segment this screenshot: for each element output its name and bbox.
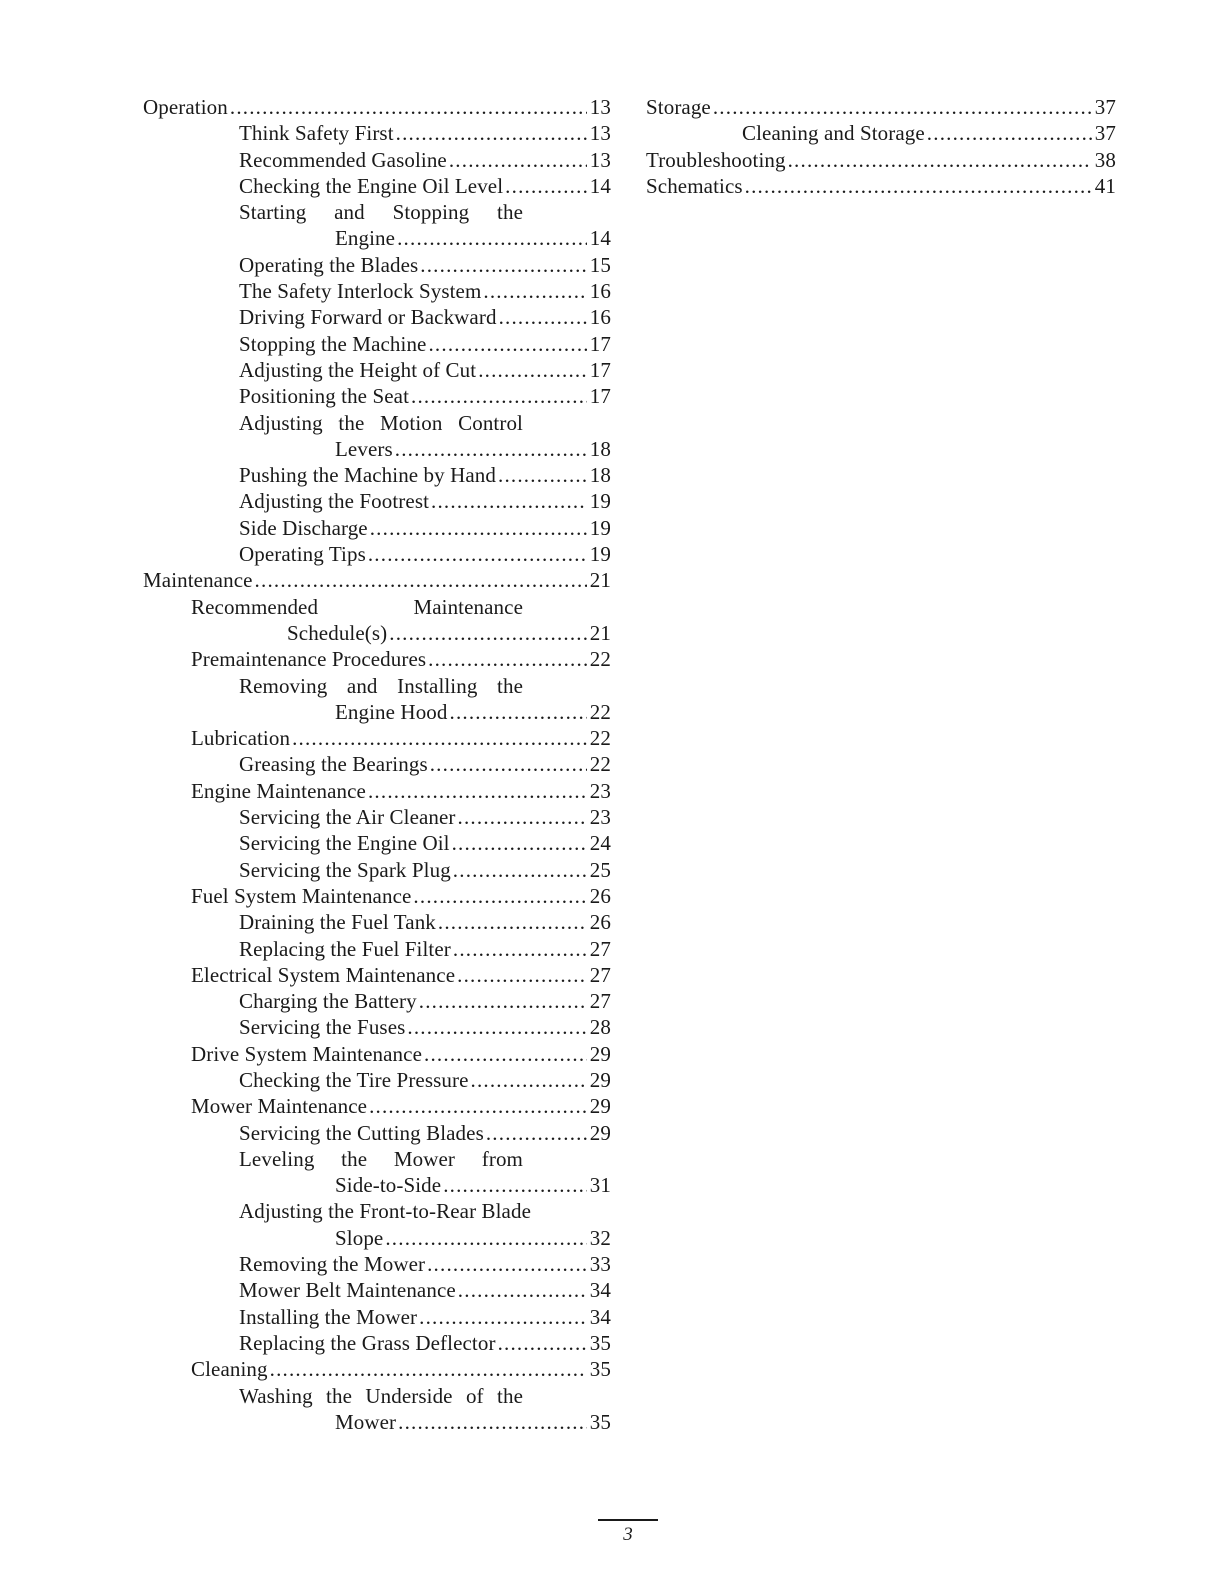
toc-entry-page: 16 [589, 305, 611, 330]
leader-dots [398, 1409, 587, 1435]
toc-entry-label: Installing the Mower [239, 1304, 418, 1329]
toc-entry-label: Engine [335, 226, 396, 251]
toc-entry[interactable] [143, 909, 611, 935]
toc-entry-page: 35 [589, 1357, 611, 1382]
toc-entry-label: Side Discharge [239, 515, 368, 540]
toc-entry-page: 22 [589, 752, 611, 777]
toc-entry-label: Replacing the Grass Deflector [239, 1330, 496, 1355]
toc-entry-page: 17 [589, 331, 611, 356]
toc-entry-page: 29 [589, 1067, 611, 1092]
toc-entry-label: Think Safety First [239, 121, 394, 146]
toc-entry-page: 22 [589, 647, 611, 672]
toc-entry-label: Maintenance [143, 568, 253, 593]
toc-entry-page: 35 [589, 1409, 611, 1434]
toc-entry[interactable] [143, 1198, 611, 1224]
leader-dots [713, 94, 1092, 120]
toc-entry-label: Adjusting the Height of Cut [239, 357, 477, 382]
toc-entry-page: 14 [589, 226, 611, 251]
toc-entry-label: Storage [646, 95, 711, 119]
toc-entry-label: Premaintenance Procedures [191, 647, 427, 672]
toc-entry[interactable] [143, 383, 611, 409]
toc-entry-page: 18 [589, 463, 611, 488]
toc-entry-label: Operating Tips [239, 542, 366, 567]
leader-dots [498, 462, 587, 488]
toc-entry-label: Removing the Mower [239, 1252, 426, 1277]
toc-left-column [143, 94, 611, 1435]
toc-entry-page: 32 [589, 1225, 611, 1250]
leader-dots [443, 1172, 587, 1198]
toc-entry-page: 29 [589, 1094, 611, 1119]
toc-entry[interactable] [143, 488, 611, 514]
toc-entry-label: Slope [335, 1225, 384, 1250]
leader-dots [385, 1225, 587, 1251]
toc-entry-page: 19 [589, 542, 611, 567]
toc-entry-page: 24 [589, 831, 611, 856]
toc-entry-label: Adjusting the Front-to-Rear Blade [239, 1199, 531, 1224]
footer-rule [598, 1519, 658, 1521]
toc-entry[interactable] [143, 1093, 611, 1119]
toc-entry-label: Operation [143, 95, 228, 119]
leader-dots [431, 488, 587, 514]
toc-entry-label: Drive System Maintenance [191, 1041, 423, 1066]
toc-entry-label: Electrical System Maintenance [191, 962, 456, 987]
toc-entry[interactable] [143, 410, 611, 436]
toc-entry-label: Replacing the Fuel Filter [239, 936, 451, 961]
toc-entry-label: Levers [335, 436, 393, 461]
toc-entry-page: 13 [589, 147, 611, 172]
toc-entry-page: 26 [589, 910, 611, 935]
toc-entry[interactable] [143, 94, 611, 120]
toc-entry[interactable] [143, 778, 611, 804]
toc-entry[interactable] [143, 804, 611, 830]
toc-entry-page: 19 [589, 515, 611, 540]
toc-entry-page: 14 [589, 173, 611, 198]
toc-entry-page: 21 [589, 568, 611, 593]
leader-dots [407, 1014, 587, 1040]
toc-entry-label: Mower [335, 1409, 397, 1434]
toc-entry[interactable] [143, 883, 611, 909]
toc-entry-label: Lubrication [191, 726, 291, 751]
leader-dots [450, 699, 588, 725]
leader-dots [370, 515, 587, 541]
toc-entry-page: 26 [589, 883, 611, 908]
toc-entry-label: Adjusting the Motion Control [239, 410, 523, 435]
leader-dots [419, 988, 587, 1014]
leader-dots [430, 751, 587, 777]
toc-entry[interactable] [143, 357, 611, 383]
toc-entry-label: Engine Maintenance [191, 778, 366, 803]
toc-entry-label: Side-to-Side [335, 1173, 442, 1198]
toc-entry-label: Leveling the Mower from [239, 1146, 523, 1171]
toc-entry-label: Checking the Engine Oil Level [239, 173, 504, 198]
toc-entry[interactable] [646, 147, 1116, 173]
leader-dots [368, 541, 587, 567]
toc-entry-label: Mower Belt Maintenance [239, 1278, 456, 1303]
toc-entry-page: 31 [589, 1173, 611, 1198]
toc-entry-label: Engine Hood [335, 699, 448, 724]
toc-entry-label: Servicing the Air Cleaner [239, 805, 456, 830]
toc-entry-label: Schematics [646, 173, 743, 198]
leader-dots [427, 1251, 587, 1277]
toc-entry[interactable] [143, 962, 611, 988]
toc-entry-label: Servicing the Cutting Blades [239, 1120, 484, 1145]
toc-entry-label: Recommended Maintenance [191, 594, 523, 619]
toc-entry-label: Troubleshooting [646, 147, 786, 172]
toc-entry-page: 29 [589, 1120, 611, 1145]
toc-entry-label: Charging the Battery [239, 989, 417, 1014]
toc-entry-label: Mower Maintenance [191, 1094, 368, 1119]
toc-entry[interactable] [143, 830, 611, 856]
toc-entry[interactable] [143, 1251, 611, 1277]
toc-entry-label: Recommended Gasoline [239, 147, 447, 172]
toc-entry[interactable] [143, 1067, 611, 1093]
leader-dots [449, 147, 587, 173]
toc-entry[interactable] [646, 94, 1116, 120]
toc-entry-label: Adjusting the Footrest [239, 489, 430, 514]
toc-entry[interactable] [143, 278, 611, 304]
toc-entry[interactable] [143, 1014, 611, 1040]
toc-entry-page: 37 [1094, 95, 1116, 119]
toc-entry-label: Pushing the Machine by Hand [239, 463, 496, 488]
toc-entry[interactable] [143, 567, 611, 593]
toc-entry-label: Removing and Installing the [239, 673, 523, 698]
toc-entry-page: 15 [589, 252, 611, 277]
leader-dots [438, 909, 587, 935]
page-number: 3 [623, 1524, 633, 1545]
toc-entry-label: Starting and Stopping the [239, 200, 523, 225]
leader-dots [453, 936, 587, 962]
toc-entry-label: Cleaning [191, 1357, 268, 1382]
toc-entry-page: 21 [589, 620, 611, 645]
toc-entry[interactable] [143, 1409, 611, 1435]
leader-dots [424, 1041, 587, 1067]
toc-entry[interactable] [143, 147, 611, 173]
leader-dots [230, 94, 587, 120]
toc-entry[interactable] [143, 304, 611, 330]
leader-dots [498, 1330, 587, 1356]
toc-entry[interactable] [143, 988, 611, 1014]
toc-entry-page: 23 [589, 805, 611, 830]
toc-entry[interactable] [143, 120, 611, 146]
toc-entry[interactable] [143, 1041, 611, 1067]
leader-dots [486, 1120, 587, 1146]
toc-entry[interactable] [143, 1277, 611, 1303]
toc-entry-label: Draining the Fuel Tank [239, 910, 436, 935]
leader-dots [368, 778, 587, 804]
leader-dots [452, 830, 587, 856]
leader-dots [411, 383, 587, 409]
toc-entry[interactable] [143, 462, 611, 488]
leader-dots [458, 1277, 587, 1303]
toc-entry-label: Checking the Tire Pressure [239, 1067, 469, 1092]
leader-dots [395, 436, 587, 462]
toc-entry[interactable] [646, 173, 1116, 199]
toc-entry-label: Servicing the Spark Plug [239, 857, 451, 882]
leader-dots [471, 1067, 588, 1093]
leader-dots [389, 620, 587, 646]
toc-entry-page: 13 [589, 95, 611, 119]
leader-dots [255, 567, 587, 593]
toc-entry[interactable] [143, 225, 611, 251]
leader-dots [927, 120, 1092, 146]
toc-entry[interactable] [143, 857, 611, 883]
toc-entry[interactable] [143, 1383, 611, 1409]
toc-entry-label: Servicing the Engine Oil [239, 831, 450, 856]
toc-entry-page: 35 [589, 1330, 611, 1355]
toc-entry-page: 23 [589, 778, 611, 803]
toc-entry-page: 29 [589, 1041, 611, 1066]
toc-entry[interactable] [143, 1172, 611, 1198]
toc-entry[interactable] [646, 120, 1116, 146]
toc-entry-page: 27 [589, 962, 611, 987]
toc-entry[interactable] [143, 1225, 611, 1251]
toc-entry[interactable] [143, 515, 611, 541]
leader-dots [788, 147, 1092, 173]
toc-entry-page: 27 [589, 989, 611, 1014]
toc-entry-page: 13 [589, 121, 611, 146]
toc-entry[interactable] [143, 1356, 611, 1382]
toc-entry-label: Servicing the Fuses [239, 1015, 406, 1040]
toc-entry-page: 38 [1094, 147, 1116, 172]
toc-entry-label: Fuel System Maintenance [191, 883, 412, 908]
toc-entry-page: 22 [589, 699, 611, 724]
toc-entry[interactable] [143, 331, 611, 357]
toc-entry[interactable] [143, 1146, 611, 1172]
leader-dots [396, 120, 587, 146]
toc-entry-page: 28 [589, 1015, 611, 1040]
toc-entry[interactable] [143, 673, 611, 699]
toc-entry-page: 27 [589, 936, 611, 961]
leader-dots [270, 1356, 587, 1382]
toc-entry-page: 16 [589, 279, 611, 304]
leader-dots [428, 331, 587, 357]
leader-dots [499, 304, 587, 330]
toc-entry-page: 17 [589, 384, 611, 409]
toc-entry[interactable] [143, 594, 611, 620]
toc-entry-label: Schedule(s) [287, 620, 388, 645]
leader-dots [413, 883, 587, 909]
leader-dots [419, 1304, 587, 1330]
toc-entry-label: Washing the Underside of the [239, 1383, 523, 1408]
toc-entry-page: 37 [1094, 121, 1116, 146]
toc-entry-label: Operating the Blades [239, 252, 419, 277]
leader-dots [453, 857, 587, 883]
toc-entry-page: 41 [1094, 173, 1116, 198]
toc-entry-label: The Safety Interlock System [239, 279, 482, 304]
toc-entry[interactable] [143, 199, 611, 225]
leader-dots [420, 252, 587, 278]
toc-entry[interactable] [143, 173, 611, 199]
toc-entry[interactable] [143, 646, 611, 672]
toc-entry-page: 22 [589, 726, 611, 751]
toc-entry[interactable] [143, 751, 611, 777]
toc-entry[interactable] [143, 252, 611, 278]
leader-dots [483, 278, 587, 304]
leader-dots [505, 173, 587, 199]
toc-entry[interactable] [143, 1120, 611, 1146]
toc-entry[interactable] [143, 1304, 611, 1330]
toc-entry[interactable] [143, 1330, 611, 1356]
toc-right-column [646, 94, 1116, 199]
leader-dots [457, 962, 587, 988]
leader-dots [745, 173, 1092, 199]
leader-dots [292, 725, 587, 751]
toc-entry-label: Cleaning and Storage [742, 121, 925, 146]
leader-dots [369, 1093, 587, 1119]
toc-entry-label: Stopping the Machine [239, 331, 427, 356]
toc-entry[interactable] [143, 936, 611, 962]
toc-entry[interactable] [143, 699, 611, 725]
toc-entry-label: Positioning the Seat [239, 384, 409, 409]
toc-entry-label: Greasing the Bearings [239, 752, 428, 777]
toc-entry-page: 19 [589, 489, 611, 514]
toc-entry-label: Driving Forward or Backward [239, 305, 497, 330]
toc-entry-page: 34 [589, 1304, 611, 1329]
toc-entry-page: 18 [589, 436, 611, 461]
toc-entry-page: 17 [589, 357, 611, 382]
toc-entry[interactable] [143, 620, 611, 646]
toc-entry-page: 25 [589, 857, 611, 882]
toc-entry[interactable] [143, 541, 611, 567]
toc-entry[interactable] [143, 436, 611, 462]
leader-dots [458, 804, 587, 830]
leader-dots [428, 646, 587, 672]
toc-entry[interactable] [143, 725, 611, 751]
leader-dots [478, 357, 587, 383]
leader-dots [397, 225, 587, 251]
toc-entry-page: 33 [589, 1252, 611, 1277]
toc-entry-page: 34 [589, 1278, 611, 1303]
